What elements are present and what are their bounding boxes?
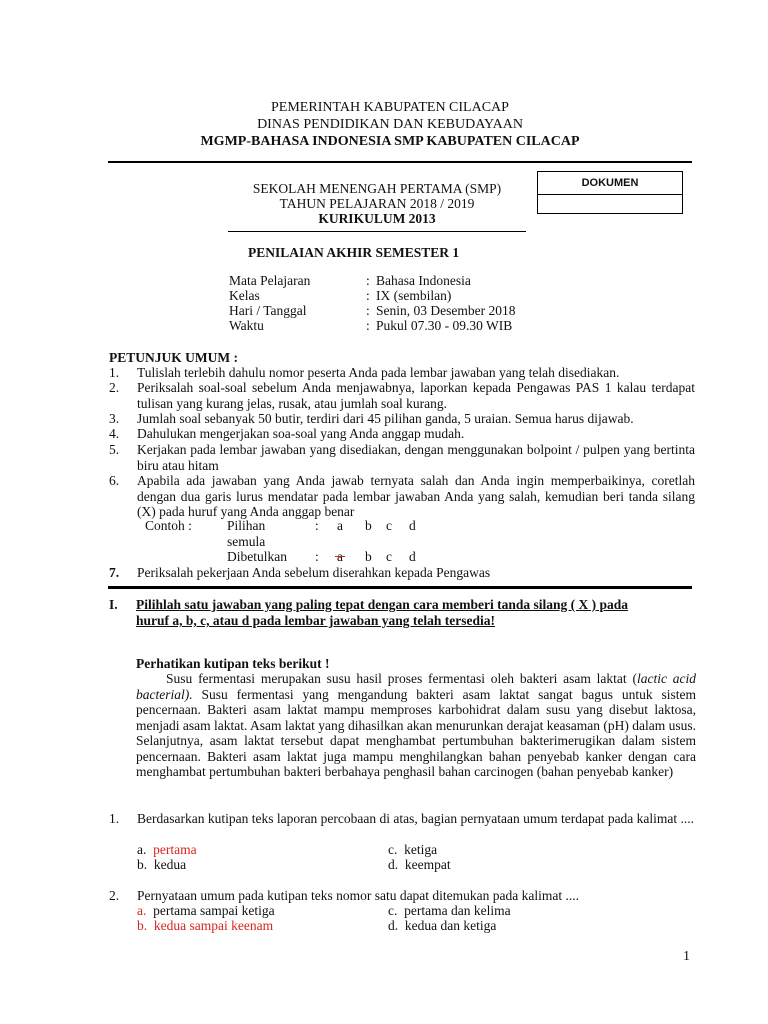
instruction-text: Periksalah pekerjaan Anda sebelum diserahkan kepada Pengawas: [137, 565, 491, 580]
option-letter: b.: [137, 857, 148, 872]
instruction-number: 1.: [109, 365, 120, 380]
passage-text-start: Susu fermentasi merupakan susu hasil proses fermentasi oleh bakteri asam laktat (: [166, 671, 637, 686]
option-letter: d.: [388, 918, 399, 933]
option-text: pertama sampai ketiga: [153, 903, 275, 918]
instruction-number: 4.: [109, 426, 120, 441]
option-letter: a.: [137, 842, 147, 857]
instruction-number: 7.: [109, 565, 120, 580]
instruction-text: Jumlah soal sebanyak 50 butir, terdiri dari 45 pilihan ganda, 5 uraian. Semua harus dijawab.: [137, 411, 634, 426]
question-option[interactable]: [137, 903, 275, 919]
header-divider: [108, 161, 692, 163]
info-value: Senin, 03 Desember 2018: [376, 303, 516, 318]
question-option[interactable]: [388, 918, 496, 934]
option-text: pertama: [153, 842, 197, 857]
section-number: I.: [109, 597, 118, 612]
instruction-number: 3.: [109, 411, 120, 426]
instruction-text: Kerjakan pada lembar jawaban yang disediakan, dengan menggunakan bolpoint / pulpen yang bertinta biru atau hitam: [137, 442, 695, 473]
option-letter: a.: [137, 903, 147, 918]
info-colon: :: [366, 303, 370, 318]
school-divider: [228, 231, 526, 232]
option-letter: c.: [388, 903, 398, 918]
example-option-d: d: [409, 549, 416, 564]
passage-heading: Perhatikan kutipan teks berikut !: [136, 656, 330, 671]
example-row1-label2: semula: [227, 534, 266, 549]
option-letter: b.: [137, 918, 148, 933]
example-colon: :: [315, 549, 319, 564]
section-divider: [108, 586, 692, 589]
section-instruction-line2: huruf a, b, c, atau d pada lembar jawaban yang telah tersedia!: [136, 613, 496, 628]
instruction-number: 6.: [109, 473, 120, 488]
school-year: TAHUN PELAJARAN 2018 / 2019: [279, 196, 475, 211]
passage-italic-term: lactic acid bacterial).: [136, 671, 697, 702]
option-text: pertama dan kelima: [404, 903, 511, 918]
option-text: kedua dan ketiga: [404, 918, 497, 933]
question-option[interactable]: [388, 903, 511, 919]
info-value: Bahasa Indonesia: [376, 273, 471, 288]
question-number: 2.: [109, 888, 120, 903]
instruction-text: Dahulukan mengerjakan soa-soal yang Anda anggap mudah.: [137, 426, 465, 441]
info-value: IX (sembilan): [376, 288, 452, 303]
page-number: 1: [683, 949, 690, 964]
example-option-c: c: [386, 518, 392, 533]
header-department: DINAS PENDIDIKAN DAN KEBUDAYAAN: [257, 117, 523, 132]
dokumen-label: DOKUMEN: [538, 172, 682, 195]
info-key: Kelas: [229, 288, 260, 303]
info-colon: :: [366, 273, 370, 288]
option-letter: c.: [388, 842, 398, 857]
example-option-b: b: [365, 518, 372, 533]
example-label: Contoh :: [145, 518, 192, 533]
instructions-heading: PETUNJUK UMUM :: [109, 350, 238, 365]
question-option[interactable]: [388, 857, 451, 873]
info-key: Hari / Tanggal: [229, 303, 307, 318]
curriculum: KURIKULUM 2013: [318, 211, 436, 226]
header-government: PEMERINTAH KABUPATEN CILACAP: [271, 100, 509, 115]
example-row1-label: Pilihan: [227, 518, 266, 533]
instruction-text: Tulislah terlebih dahulu nomor peserta Anda pada lembar jawaban yang telah disediakan.: [137, 365, 620, 380]
example-option-d: d: [409, 518, 416, 533]
question-option[interactable]: [137, 857, 186, 873]
question-text: Pernyataan umum pada kutipan teks nomor satu dapat ditemukan pada kalimat ....: [137, 888, 580, 903]
example-row2-label: Dibetulkan: [227, 549, 287, 564]
instruction-text: Periksalah soal-soal sebelum Anda menjawabnya, laporkan kepada Pengawas PAS 1 kalau terdapat tulisan yang kurang jelas, rusak, atau jumlah soal kurang.: [137, 380, 695, 411]
info-colon: :: [366, 318, 370, 333]
option-letter: d.: [388, 857, 399, 872]
question-option[interactable]: [388, 842, 437, 858]
question-text: Berdasarkan kutipan teks laporan percobaan di atas, bagian pernyataan umum terdapat pada kalimat ....: [137, 811, 695, 826]
info-key: Mata Pelajaran: [229, 273, 311, 288]
instruction-number: 2.: [109, 380, 120, 395]
dokumen-box: [537, 171, 683, 214]
info-value: Pukul 07.30 - 09.30 WIB: [376, 318, 513, 333]
option-text: kedua sampai keenam: [153, 918, 274, 933]
section-instruction-line1: Pilihlah satu jawaban yang paling tepat dengan cara memberi tanda silang ( X ) pada: [136, 597, 629, 612]
option-text: kedua: [153, 857, 187, 872]
instruction-text: Apabila ada jawaban yang Anda jawab ternyata salah dan Anda ingin memperbaikinya, coretlah dengan dua garis lurus mendatar pada lembar jawaban Anda yang salah, kemudian beri tanda silang (X) pada huruf yang Anda anggap benar: [137, 473, 695, 519]
option-text: ketiga: [404, 842, 438, 857]
question-option[interactable]: [137, 918, 273, 934]
example-colon: :: [315, 518, 319, 533]
exam-title: PENILAIAN AKHIR SEMESTER 1: [248, 245, 460, 260]
question-option[interactable]: [137, 842, 197, 858]
passage-text-rest: Susu fermentasi yang mengandung bakteri asam laktat sangat bagus untuk sistem pencernaan. Bakteri asam laktat mampu memproses karbohidrat dalam susu yang disebut laktosa, menjadi asam laktat. Asam laktat yang dihasilkan akan menurunkan derajat keasaman (pH) dalam usus. Selanjutnya, asam laktat tersebut dapat menghambat pertumbuhan bakterimerugikan dalam sistem pencernaan. Bakteri asam laktat juga mampu menghilangkan bahan penyebab kanker dengan cara menghambat pertumbuhan bakteri berbahaya penghasil bahan carcinogen (bahan penyebab kanker): [136, 686, 696, 779]
example-option-c: c: [386, 549, 392, 564]
header-mgmp: MGMP-BAHASA INDONESIA SMP KABUPATEN CILACAP: [200, 134, 580, 149]
example-option-b: b: [365, 549, 372, 564]
example-struck-option-a: a: [337, 549, 343, 564]
option-text: keempat: [404, 857, 451, 872]
instruction-number: 5.: [109, 442, 120, 457]
question-number: 1.: [109, 811, 120, 826]
info-key: Waktu: [229, 318, 264, 333]
passage-text: [136, 671, 696, 780]
example-option-a: a: [337, 518, 343, 533]
info-colon: :: [366, 288, 370, 303]
school-name: SEKOLAH MENENGAH PERTAMA (SMP): [252, 181, 502, 196]
